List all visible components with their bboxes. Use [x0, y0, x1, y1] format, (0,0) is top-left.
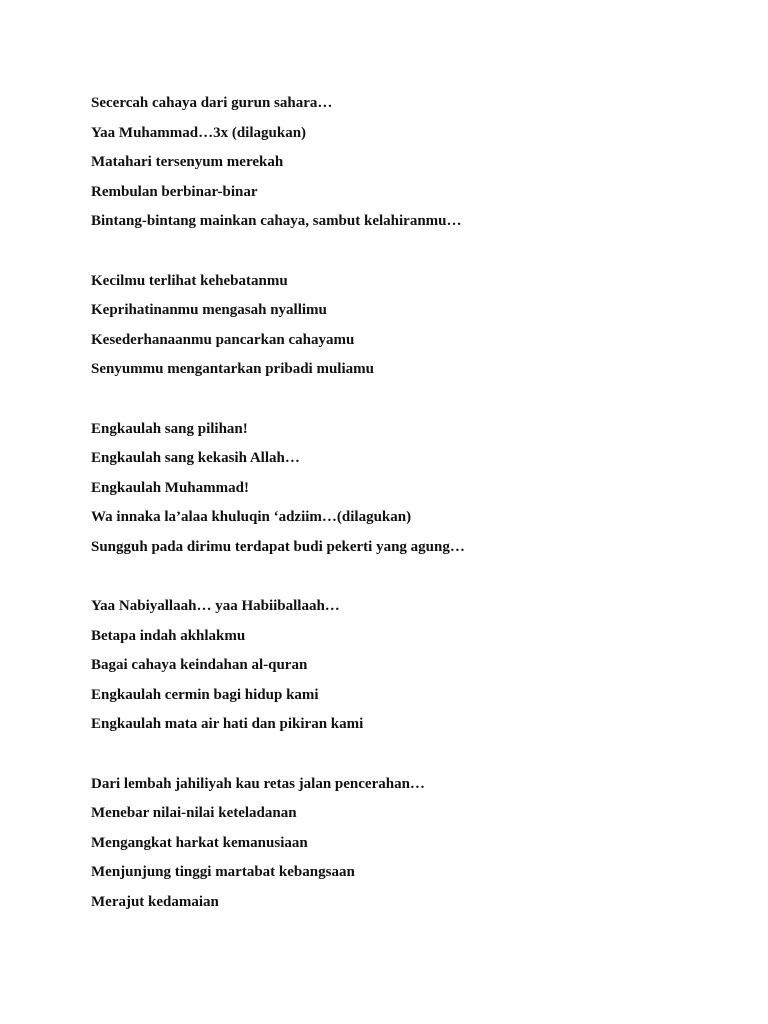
stanza-2	[91, 267, 731, 385]
poem-line: Senyummu mengantarkan pribadi muliamu	[91, 361, 374, 378]
poem-line: Merajut kedamaian	[91, 894, 219, 911]
poem-body	[91, 89, 731, 947]
stanza-1	[91, 89, 731, 237]
poem-line: Bintang-bintang mainkan cahaya, sambut kelahiranmu…	[91, 213, 462, 230]
poem-line: Dari lembah jahiliyah kau retas jalan pencerahan…	[91, 775, 425, 792]
poem-line: Keprihatinanmu mengasah nyallimu	[91, 302, 327, 319]
poem-line: Matahari tersenyum merekah	[91, 154, 284, 171]
poem-line: Menebar nilai-nilai keteladanan	[91, 805, 297, 822]
poem-line: Kesederhanaanmu pancarkan cahayamu	[91, 331, 355, 348]
poem-line: Yaa Muhammad…3x (dilagukan)	[91, 124, 307, 141]
poem-line: Engkaulah mata air hati dan pikiran kami	[91, 716, 364, 733]
poem-line: Engkaulah Muhammad!	[91, 479, 249, 496]
poem-line: Rembulan berbinar-binar	[91, 183, 258, 200]
poem-line: Wa innaka la’alaa khuluqin ‘adziim…(dilagukan)	[91, 509, 412, 526]
stanza-3	[91, 415, 731, 563]
poem-line: Engkaulah cermin bagi hidup kami	[91, 686, 319, 703]
poem-line: Menjunjung tinggi martabat kebangsaan	[91, 864, 355, 881]
poem-line: Mengangkat harkat kemanusiaan	[91, 834, 308, 851]
stanza-4	[91, 592, 731, 740]
poem-line: Secercah cahaya dari gurun sahara…	[91, 95, 333, 111]
poem-line: Bagai cahaya keindahan al-quran	[91, 657, 308, 674]
poem-line: Yaa Nabiyallaah… yaa Habiiballaah…	[91, 598, 340, 615]
poem-line: Kecilmu terlihat kehebatanmu	[91, 272, 288, 289]
stanza-5	[91, 770, 731, 918]
poem-line: Engkaulah sang kekasih Allah…	[91, 450, 300, 467]
poem-line: Sungguh pada dirimu terdapat budi pekerti yang agung…	[91, 538, 465, 555]
poem-line: Betapa indah akhlakmu	[91, 627, 246, 644]
poem-line: Engkaulah sang pilihan!	[91, 420, 248, 437]
